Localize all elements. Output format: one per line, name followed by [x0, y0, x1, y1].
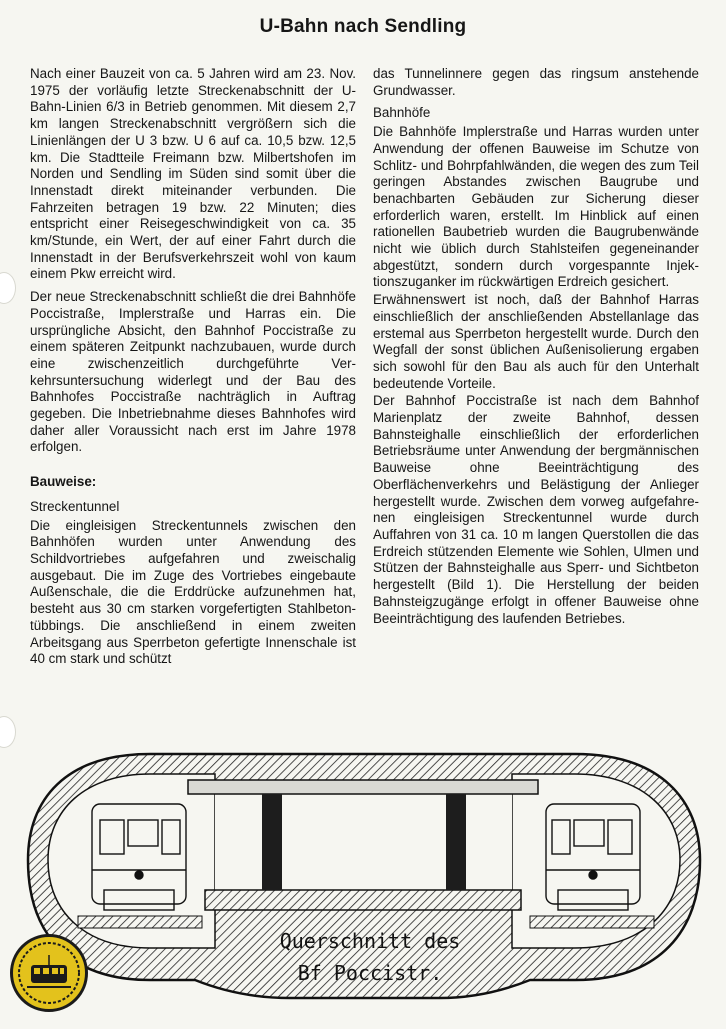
figure-caption-line1: Querschnitt des	[279, 929, 461, 953]
left-column	[30, 66, 356, 674]
paragraph: Der neue Streckenabschnitt schließt die drei Bahnhöfe Poccistraße, Implerstraße und Harras ein. Die ursprüngliche Absicht, den Bahnhof Poccistraße zu einem späteren Zeitpunkt nachzubauen, wurde durch eine zwischenzeitlich durchgeführte Verkehrsuntersuchung widerlegt und der Bau des Bahnhofes Poccistraße nachträglich in Auftrag gegeben. Die Inbetriebnahme dieses Bahnhofes wird daher aller Voraussicht nach erst im Jahre 1978 erfolgen.	[30, 289, 356, 455]
paragraph: Nach einer Bauzeit von ca. 5 Jahren wird am 23. Nov. 1975 der vorläufig letzte Streckenabschnitt der U-Bahn-Linien 6/3 in Betrieb genommen. Mit diesem 2,7 km langen Streckenabschnitt vergrößern sich die Linienlängen der U 3 bzw. U 6 auf ca. 10,5 bzw. 12,5 km. Die Stadtteile Freimann bzw. Milbertshofen im Norden und Sendling im Süden sind somit über die Innenstadt direkt miteinander verbunden. Die Fahrzeiten betragen 19 bzw. 22 Minuten; dies entspricht einer Reisegeschwindigkeit von ca. 35 km/Stunde, ein Wert, der auf einer Fahrt durch die Innenstadt in der Berufsverkehrszeit wohl von kaum einem Pkw erreicht wird.	[30, 66, 356, 282]
top-slab	[188, 780, 538, 794]
paragraph: Der Bahnhof Poccistraße ist nach dem Bahnhof Marienplatz der zweite Bahnhof, dessen Bahnsteighalle einschließlich der erforderlichen Betriebsräume unter Anwendung der bergmännischen Bauweise ohne Beeinträchtigung des Oberflächenverkehrs und Belästigung der Anlieger hergestellt wurde. Zwischen dem vorweg aufgefahrenen eingleisigen Streckentunnel wurde durch Auffahren von 31 ca. 10 m langen Querstollen die das Erdreich stützenden Elemente wie Sohlen, Ulmen und Stützen der Bahnsteighalle aus Sperr- und Sichtbeton hergestellt (Bild 1). Die Herstellung der beiden Bahnsteigzugänge erfolgt in offener Bauweise ohne Beeinträchtigung des laufenden Betriebes.	[373, 393, 699, 626]
left-train	[92, 804, 186, 910]
paragraph: Erwähnenswert ist noch, daß der Bahnhof Harras einschließlich der anschließenden Abstellanlage das erstemal aus Sperrbeton hergestellt wurde. Durch den Wegfall der sonst üblichen Außenisolierung ergaben sich sowohl für den Bau als auch für den Unterhalt bedeutende Vorteile.	[373, 292, 699, 391]
right-column	[373, 66, 699, 633]
tram-logo-icon	[13, 937, 85, 1009]
subheading: Bahnhöfe	[373, 105, 431, 121]
track-bed	[530, 916, 654, 928]
paragraph: das Tunnelinnere gegen das ringsum anstehende Grundwasser.	[373, 66, 699, 98]
column	[262, 794, 282, 890]
paragraph: Die Bahnhöfe Implerstraße und Harras wurden unter Anwendung der offenen Bauweise im Schutze von Schlitz- und Bohrpfahlwänden, die wegen des zum Teil geringen Abstandes zwischen Baugrube und benachbarten Gebäuden zur Sicherung dieser erforderlich waren, erstellt. Im Hinblick auf einen rationellen Baubetrieb wurden die Baugrubenwände nicht wie üblich durch Stahlsteifen gegeneinander abgestützt, sondern durch vorgespannte Injektionszuganker im rückwärtigen Erdreich gesichert.	[373, 124, 699, 290]
column	[446, 794, 466, 890]
page-title: U-Bahn nach Sendling	[259, 16, 467, 37]
subheading: Streckentunnel	[30, 498, 120, 514]
tram-club-logo-badge	[10, 934, 88, 1012]
track-bed	[78, 916, 202, 928]
cross-section-figure	[0, 740, 726, 1024]
platform-slab	[205, 890, 521, 910]
platform-hall	[215, 792, 512, 896]
punch-hole	[0, 272, 16, 304]
right-train	[546, 804, 640, 910]
section-heading: Bauweise:	[30, 474, 97, 490]
figure-caption-line2: Bf Poccistr.	[297, 961, 443, 985]
paragraph: Die eingleisigen Streckentunnels zwischen den Bahnhöfen wurden unter Anwendung des Schildvortriebes aufgefahren und zweischalig ausgebaut. Die im Zuge des Vortriebes eingebaute Außenschale, die die Erddrücke aufzunehmen hat, besteht aus 30 cm starken vorgefertigten Stahlbetontübbings. Die anschließend in einem zweiten Arbeitsgang aus Sperrbeton gefertigte Innenschale ist 40 cm stark und schützt	[30, 517, 356, 667]
